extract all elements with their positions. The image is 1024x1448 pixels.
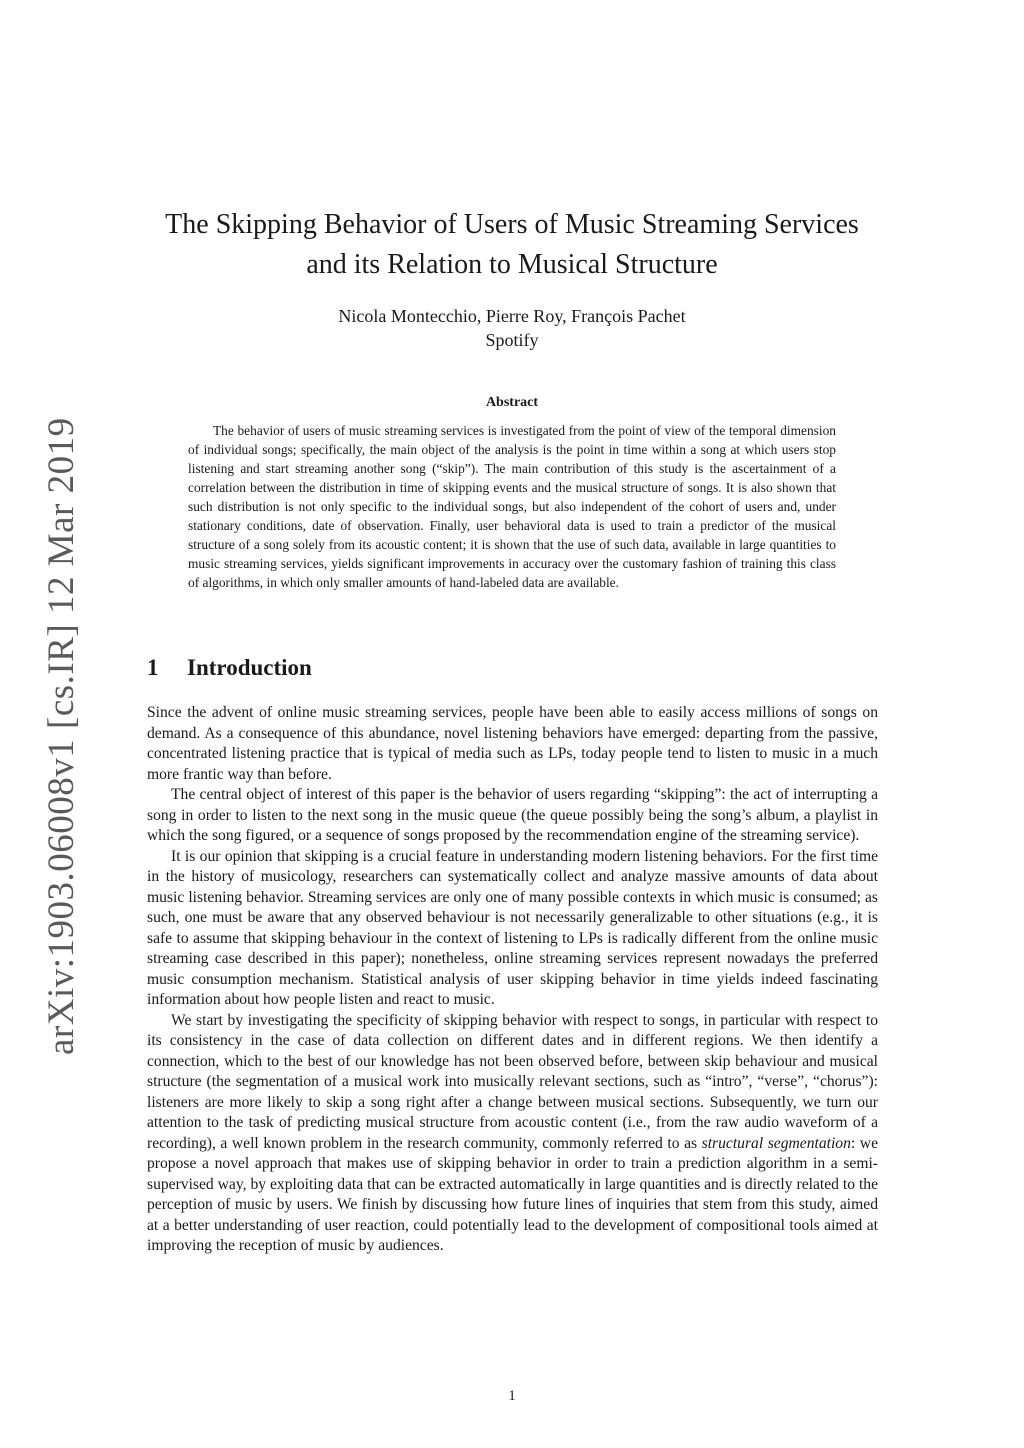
abstract-heading: Abstract — [485, 395, 539, 410]
body-paragraph-4 — [147, 1011, 878, 1257]
body-paragraph-2: The central object of interest of this paper is the behavior of users regarding “skipping”: the act of interrupting a song in order to listen to the next song in the music queue (the queue possibly being the song’s album, a playlist in which the song figured, or a sequence of songs proposed by the recommendation engine of the streaming service). — [147, 786, 878, 844]
body-paragraph-4-part-1: We start by investigating the specificity of skipping behavior with respect to songs, in particular with respect to its consistency in the case of data collection on different dates and in different regions. We then identify a connection, which to the best of our knowledge has not been observed before, between skip behaviour and musical structure (the segmentation of a musical work into musically relevant sections, such as “intro”, “verse”, “chorus”): listeners are more likely to skip a song right after a change between musical sections. Subsequently, we turn our attention to the task of predicting musical structure from acoustic content (i.e., from the raw audio waveform of a recording), a well known problem in the research community, commonly referred to as — [147, 1011, 878, 1152]
author-block — [140, 304, 884, 352]
page-number: 1 — [508, 1388, 516, 1404]
structural-segmentation-term: structural segmentation — [701, 1134, 851, 1152]
introduction-body — [147, 703, 878, 1257]
section-heading-introduction — [147, 655, 312, 681]
arxiv-identifier-stamp: arXiv:1903.06008v1 [cs.IR] 12 Mar 2019 — [41, 417, 82, 1055]
body-paragraph-4-part-2: : we propose a novel approach that makes use of skipping behavior in order to train a prediction algorithm in a semi-supervised way, by exploiting data that can be extracted automatically in large quantities and is directly related to the perception of music by users. We finish by discussing how future lines of inquiries that stem from this study, aimed at a better understanding of user reaction, could potentially lead to the development of compositional tools aimed at improving the reception of music by audiences. — [147, 1134, 878, 1254]
author-affiliation: Spotify — [485, 330, 539, 350]
body-paragraph-3: It is our opinion that skipping is a crucial feature in understanding modern listening behaviors. For the first time in the history of musicology, researchers can systematically collect and analyze massive amounts of data about music listening behavior. Streaming services are only one of many possible contexts in which music is consumed; as such, one must be aware that any observed behaviour is not necessarily generalizable to other situations (e.g., it is safe to assume that skipping behaviour in the context of listening to LPs is radically different from the online music streaming case described in this paper); nonetheless, online streaming services represent nowadays the preferred music consumption mechanism. Statistical analysis of user skipping behavior in time yields indeed fascinating information about how people listen and react to music. — [147, 847, 878, 1008]
body-paragraph-1: Since the advent of online music streaming services, people have been able to easily access millions of songs on demand. As a consequence of this abundance, novel listening behaviors have emerged: departing from the passive, concentrated listening practice that is typical of media such as LPs, today people tend to listen to music in a much more frantic way than before. — [147, 704, 878, 783]
author-names: Nicola Montecchio, Pierre Roy, François Pachet — [338, 306, 686, 326]
paper-title — [140, 205, 884, 285]
paper-title-line-1: The Skipping Behavior of Users of Music Streaming Services — [165, 209, 859, 240]
section-number: 1 — [147, 655, 159, 680]
abstract-text: The behavior of users of music streaming services is investigated from the point of view of the temporal dimension of individual songs; specifically, the main object of the analysis is the point in time within a song at which users stop listening and start streaming another song (“skip”). The main contribution of this study is the ascertainment of a correlation between the distribution in time of skipping events and the musical structure of songs. It is also shown that such distribution is not only specific to the individual songs, but also independent of the cohort of users and, under stationary conditions, date of observation. Finally, user behavioral data is used to train a predictor of the musical structure of a song solely from its acoustic content; it is shown that the use of such data, available in large quantities to music streaming services, yields significant improvements in accuracy over the customary fashion of training this class of algorithms, in which only smaller amounts of hand-labeled data are available. — [188, 423, 836, 590]
section-title: Introduction — [187, 655, 312, 680]
paper-title-line-2: and its Relation to Musical Structure — [306, 249, 718, 280]
